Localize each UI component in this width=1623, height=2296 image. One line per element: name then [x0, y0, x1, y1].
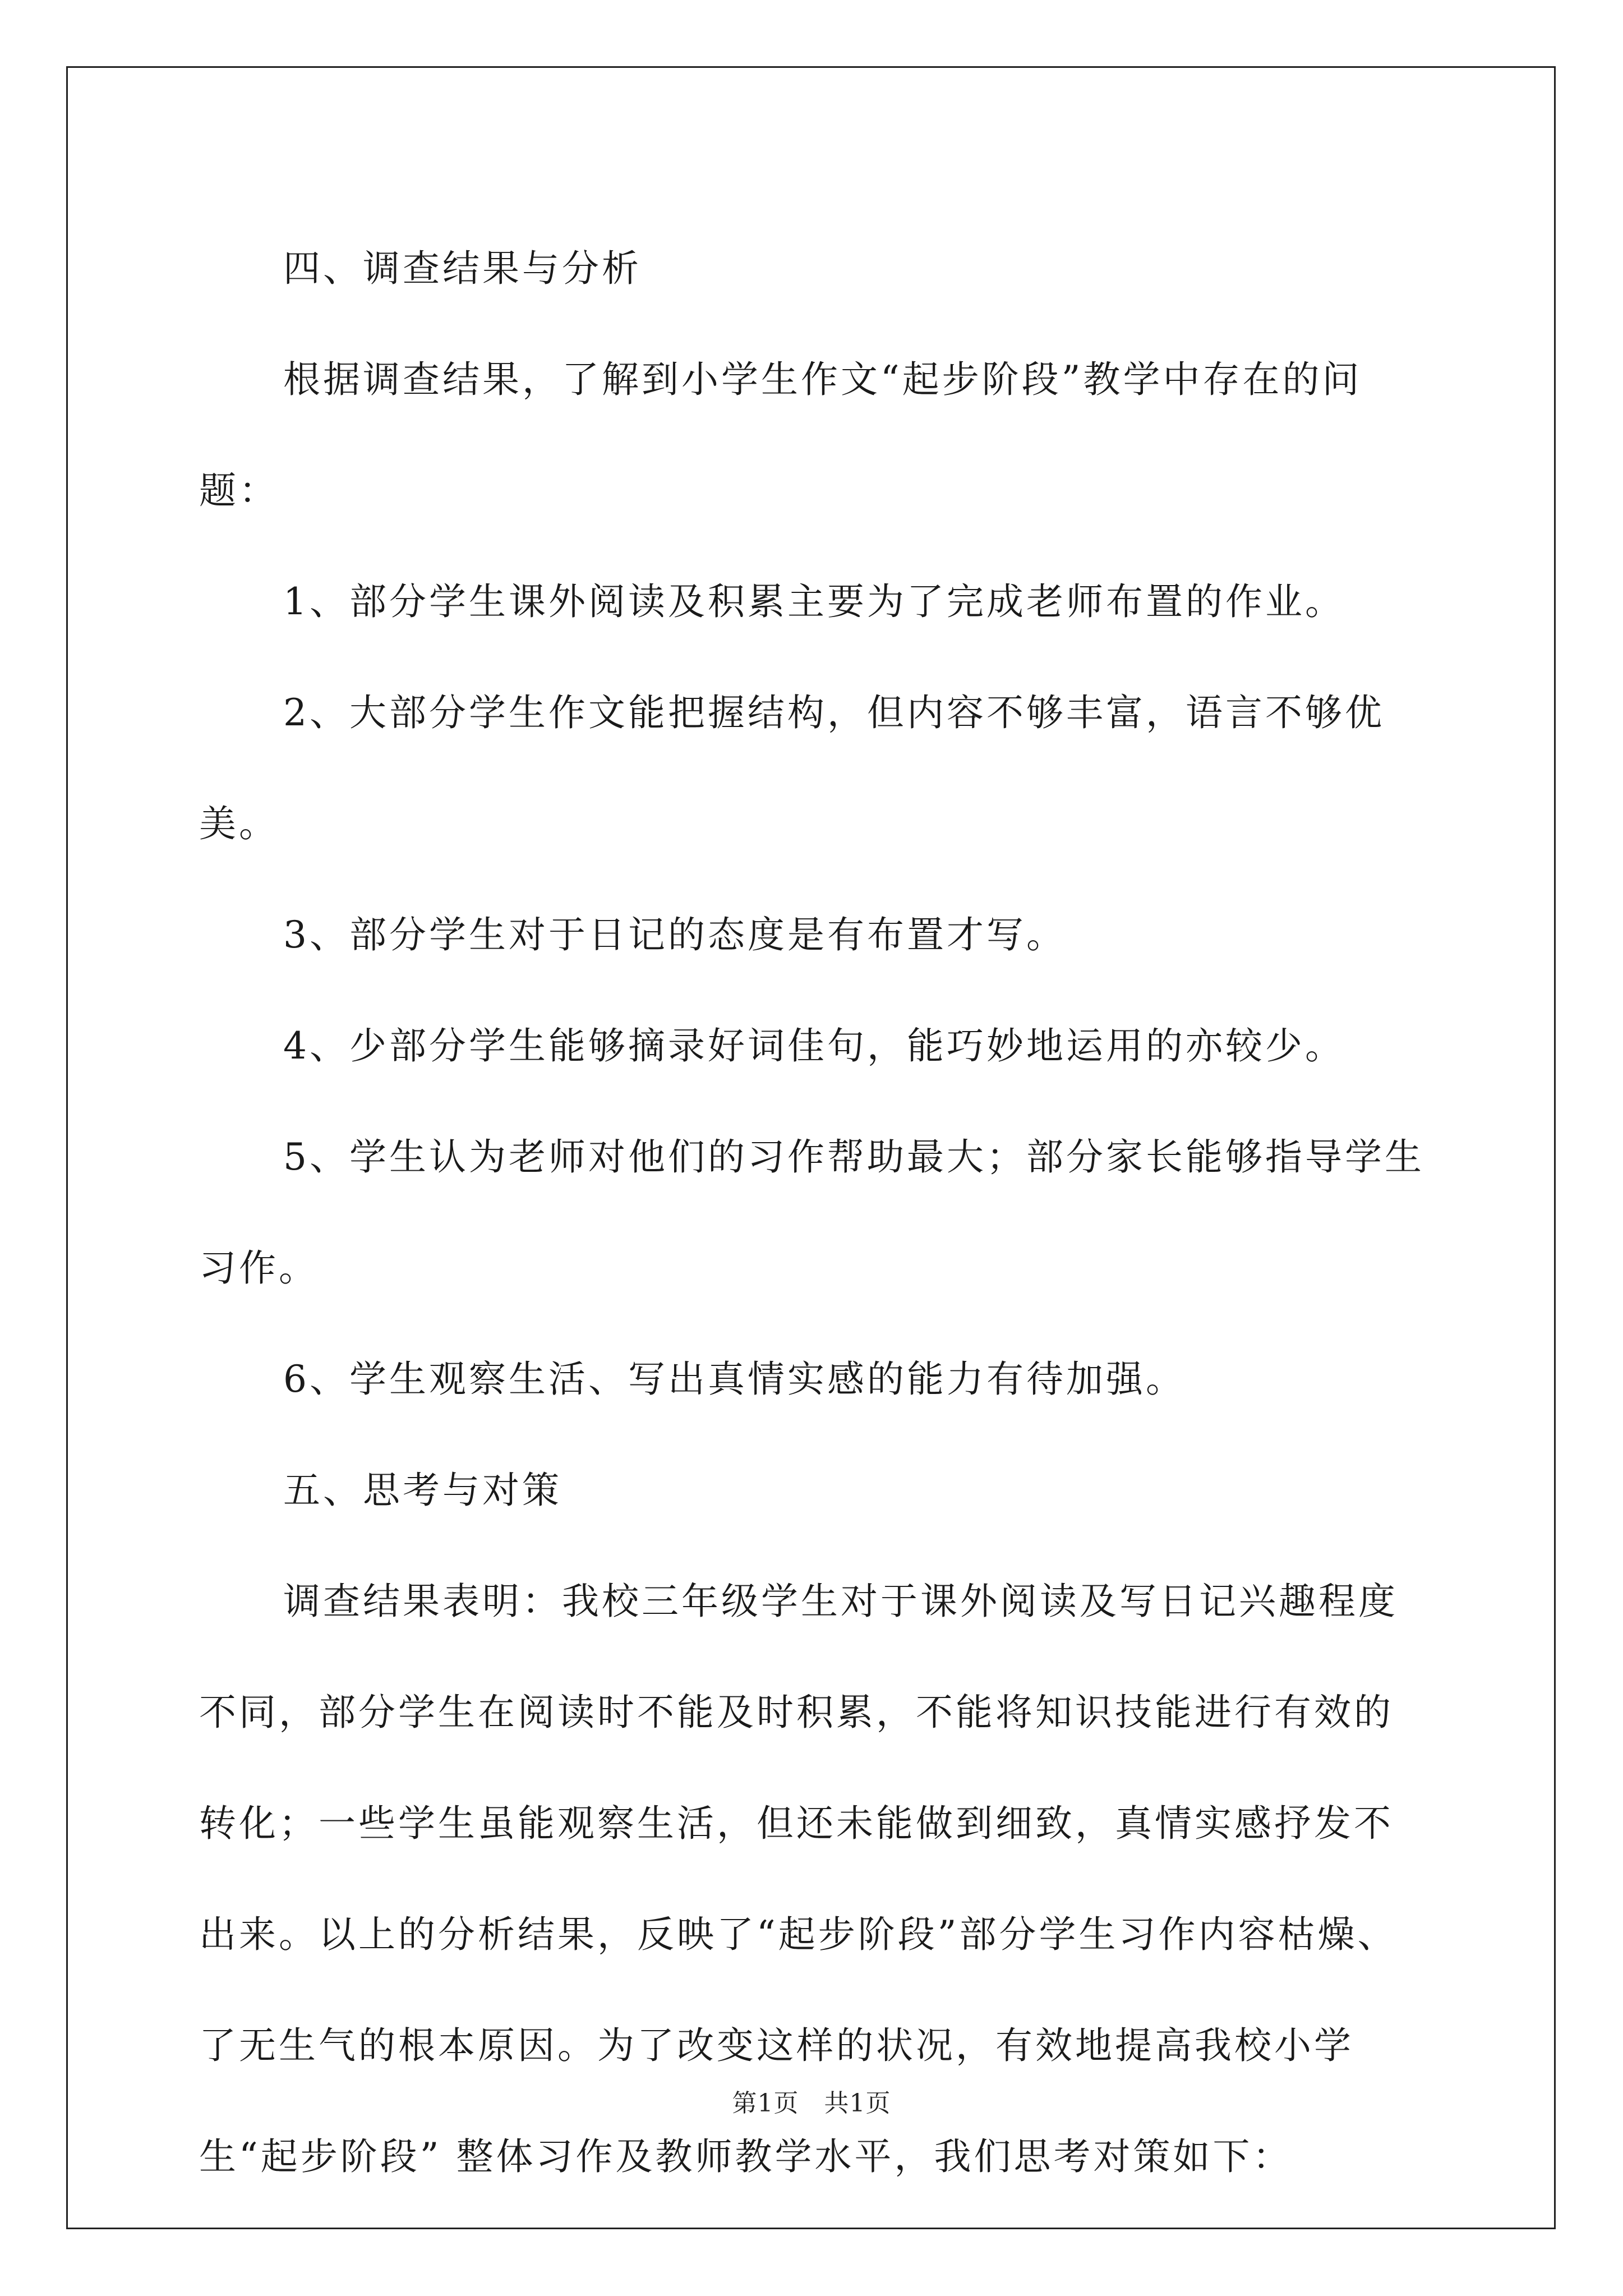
list-item-5: 5、学生认为老师对他们的习作帮助最大；部分家长能够指导学生习作。 [199, 1135, 1424, 1290]
paragraph-intro: 根据调查结果，了解到小学生作文“起步阶段”教学中存在的问题： [199, 358, 1362, 512]
list-item-6: 6、学生观察生活、写出真情实感的能力有待加强。 [283, 1358, 1186, 1401]
section-heading-strategy: 五、思考与对策 [283, 1469, 562, 1512]
list-item-3: 3、部分学生对于日记的态度是有布置才写。 [283, 913, 1066, 956]
document-body [199, 213, 1431, 2212]
paragraph-conclusion: 调查结果表明：我校三年级学生对于课外阅读及写日记兴趣程度不同，部分学生在阅读时不能及时积累，不能将知识技能进行有效的转化；一些学生虽能观察生活，但还未能做到细致，真情实感抒发不出来。以上的分析结果，反映了“起步阶段”部分学生习作内容枯燥、了无生气的根本原因。为了改变这样的状况，有效地提高我校小学生“起步阶段” 整体习作及教师教学水平，我们思考对策如下： [199, 1580, 1398, 2178]
page-number-footer: 第1页 共1页 [732, 2089, 891, 2118]
section-heading-analysis: 四、调查结果与分析 [283, 247, 642, 290]
list-item-4: 4、少部分学生能够摘录好词佳句，能巧妙地运用的亦较少。 [283, 1024, 1345, 1068]
list-item-1: 1、部分学生课外阅读及积累主要为了完成老师布置的作业。 [283, 580, 1345, 623]
list-item-2: 2、大部分学生作文能把握结构，但内容不够丰富，语言不够优美。 [199, 691, 1385, 845]
